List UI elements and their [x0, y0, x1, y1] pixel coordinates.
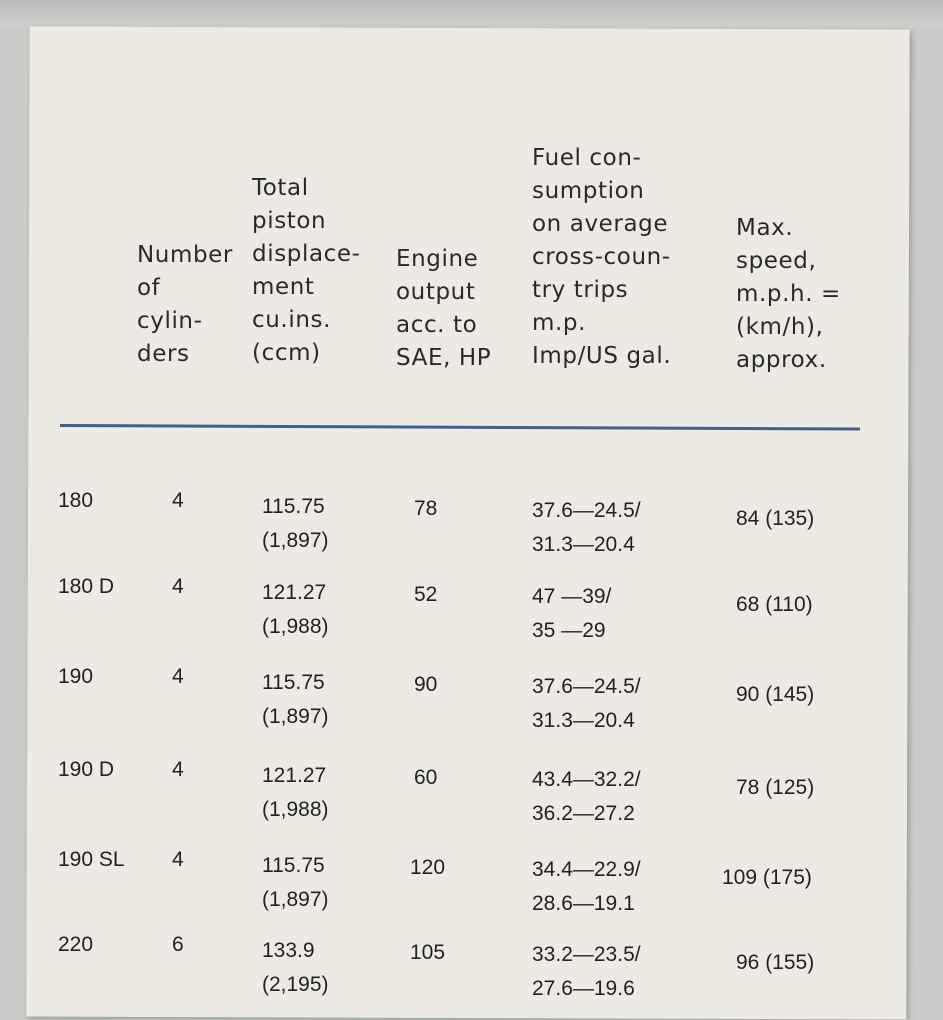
cylinders-cell: 4	[172, 489, 184, 512]
table-row	[0, 660, 943, 750]
fuel-cell: 43.4—32.2/ 36.2—27.2	[532, 768, 641, 825]
fuel-cell: 34.4—22.9/ 28.6—19.1	[532, 858, 641, 915]
model-cell: 180 D	[58, 575, 115, 598]
output-cell: 90	[414, 673, 438, 696]
header-fuel: Fuel con- sumption on average cross-coun- try trips m.p. Imp/US gal.	[532, 145, 672, 369]
speed-cell: 84 (135)	[736, 507, 815, 530]
output-cell: 60	[414, 766, 438, 789]
header-output: Engine output acc. to SAE, HP	[396, 246, 492, 371]
displacement-cell: 121.27 (1,988)	[262, 581, 329, 638]
speed-cell: 96 (155)	[736, 951, 815, 974]
speed-cell: 90 (145)	[736, 683, 815, 706]
fuel-cell: 37.6—24.5/ 31.3—20.4	[532, 675, 641, 732]
displacement-cell: 121.27 (1,988)	[262, 764, 329, 821]
output-cell: 78	[414, 497, 438, 520]
model-cell: 180	[58, 489, 94, 512]
header-cylinders: Number of cylin- ders	[137, 242, 233, 367]
cylinders-cell: 6	[172, 933, 184, 956]
fuel-cell: 37.6—24.5/ 31.3—20.4	[532, 499, 641, 556]
table-row	[0, 753, 943, 843]
table-row	[0, 928, 943, 1018]
background-strip	[0, 0, 943, 28]
header-speed: Max. speed, m.p.h. = (km/h), approx.	[736, 215, 841, 373]
model-cell: 220	[58, 933, 94, 956]
speed-cell: 109 (175)	[722, 866, 812, 889]
output-cell: 52	[414, 583, 438, 606]
model-cell: 190 D	[58, 758, 115, 781]
cylinders-cell: 4	[172, 665, 184, 688]
fuel-cell: 33.2—23.5/ 27.6—19.6	[532, 943, 641, 1000]
model-cell: 190	[58, 665, 94, 688]
table-row	[0, 570, 943, 660]
output-cell: 105	[410, 941, 446, 964]
cylinders-cell: 4	[172, 848, 184, 871]
displacement-cell: 133.9 (2,195)	[262, 939, 329, 996]
displacement-cell: 115.75 (1,897)	[262, 854, 329, 911]
speed-cell: 78 (125)	[736, 776, 815, 799]
model-cell: 190 SL	[58, 848, 125, 871]
displacement-cell: 115.75 (1,897)	[262, 671, 329, 728]
table-row	[0, 484, 943, 574]
cylinders-cell: 4	[172, 575, 184, 598]
cylinders-cell: 4	[172, 758, 184, 781]
speed-cell: 68 (110)	[736, 593, 813, 616]
table-row	[0, 843, 943, 933]
displacement-cell: 115.75 (1,897)	[262, 495, 329, 552]
output-cell: 120	[410, 856, 446, 879]
header-displacement: Total piston displace- ment cu.ins. (ccm)	[252, 175, 361, 366]
fuel-cell: 47 —39/ 35 —29	[532, 585, 612, 642]
